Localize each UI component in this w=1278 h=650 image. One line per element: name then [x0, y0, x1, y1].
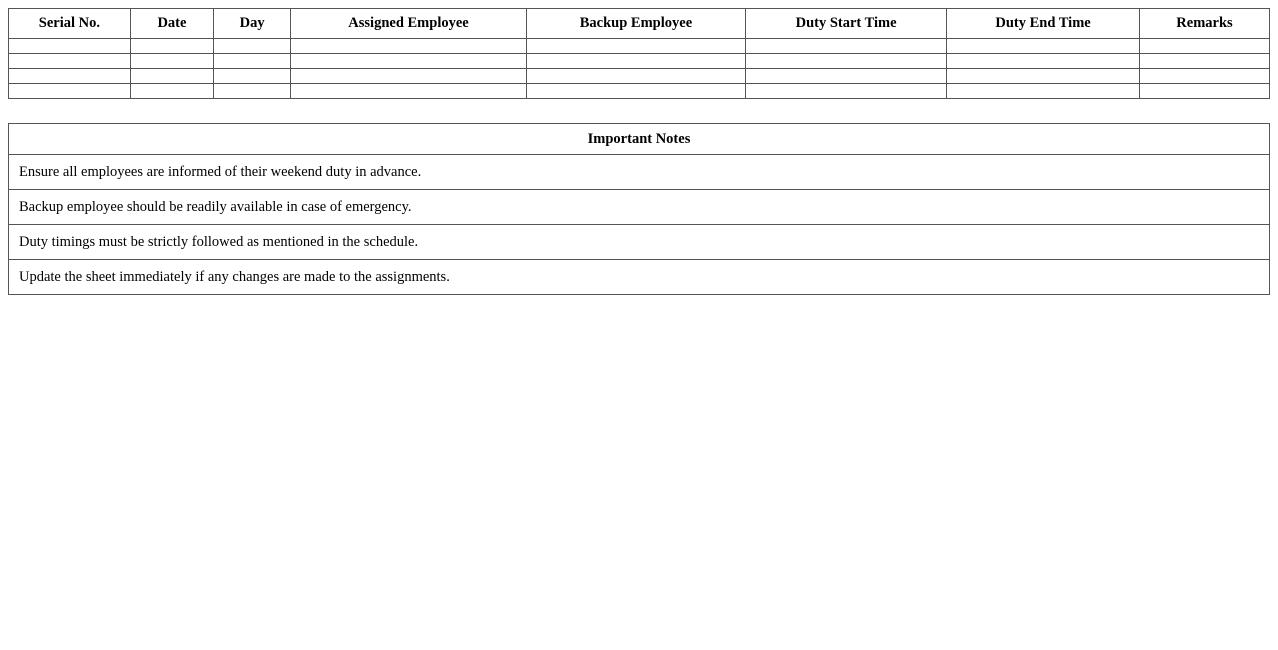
- cell-duty-end-time[interactable]: [947, 84, 1140, 99]
- cell-remarks[interactable]: [1140, 39, 1270, 54]
- table-row[interactable]: [9, 39, 1270, 54]
- cell-remarks[interactable]: [1140, 54, 1270, 69]
- list-item: [9, 225, 1270, 260]
- cell-assigned-employee[interactable]: [291, 69, 527, 84]
- cell-remarks[interactable]: [1140, 84, 1270, 99]
- column-header-remarks: Remarks: [1140, 9, 1270, 39]
- cell-duty-end-time[interactable]: [947, 54, 1140, 69]
- cell-date[interactable]: [130, 84, 213, 99]
- cell-duty-start-time[interactable]: [746, 84, 947, 99]
- cell-duty-start-time[interactable]: [746, 39, 947, 54]
- column-header-duty-start-time: Duty Start Time: [746, 9, 947, 39]
- cell-duty-end-time[interactable]: [947, 39, 1140, 54]
- cell-backup-employee[interactable]: [526, 69, 745, 84]
- cell-serial-no[interactable]: [9, 84, 131, 99]
- table-row[interactable]: [9, 69, 1270, 84]
- notes-table-header: [9, 124, 1270, 155]
- cell-serial-no[interactable]: [9, 69, 131, 84]
- important-notes-table: [8, 123, 1270, 295]
- cell-duty-end-time[interactable]: [947, 69, 1140, 84]
- cell-serial-no[interactable]: [9, 54, 131, 69]
- cell-duty-start-time[interactable]: [746, 54, 947, 69]
- list-item: [9, 190, 1270, 225]
- cell-duty-start-time[interactable]: [746, 69, 947, 84]
- column-header-day: Day: [214, 9, 291, 39]
- note-text: Update the sheet immediately if any changes are made to the assignments.: [9, 260, 1270, 295]
- table-header-row: [9, 9, 1270, 39]
- notes-table-body: [9, 155, 1270, 295]
- note-text: Duty timings must be strictly followed as mentioned in the schedule.: [9, 225, 1270, 260]
- column-header-date: Date: [130, 9, 213, 39]
- cell-backup-employee[interactable]: [526, 54, 745, 69]
- weekend-duty-schedule-table: [8, 8, 1270, 99]
- column-header-duty-end-time: Duty End Time: [947, 9, 1140, 39]
- cell-day[interactable]: [214, 39, 291, 54]
- cell-backup-employee[interactable]: [526, 84, 745, 99]
- cell-day[interactable]: [214, 69, 291, 84]
- cell-remarks[interactable]: [1140, 69, 1270, 84]
- column-header-assigned-employee: Assigned Employee: [291, 9, 527, 39]
- cell-date[interactable]: [130, 69, 213, 84]
- cell-assigned-employee[interactable]: [291, 84, 527, 99]
- document-page: [0, 0, 1278, 295]
- cell-date[interactable]: [130, 39, 213, 54]
- notes-title: Important Notes: [9, 124, 1270, 155]
- schedule-table-body: [9, 39, 1270, 99]
- cell-day[interactable]: [214, 84, 291, 99]
- table-row[interactable]: [9, 84, 1270, 99]
- column-header-serial-no: Serial No.: [9, 9, 131, 39]
- cell-assigned-employee[interactable]: [291, 39, 527, 54]
- schedule-table-header: [9, 9, 1270, 39]
- list-item: [9, 155, 1270, 190]
- cell-serial-no[interactable]: [9, 39, 131, 54]
- table-row[interactable]: [9, 54, 1270, 69]
- list-item: [9, 260, 1270, 295]
- notes-header-row: [9, 124, 1270, 155]
- cell-date[interactable]: [130, 54, 213, 69]
- column-header-backup-employee: Backup Employee: [526, 9, 745, 39]
- note-text: Ensure all employees are informed of their weekend duty in advance.: [9, 155, 1270, 190]
- note-text: Backup employee should be readily available in case of emergency.: [9, 190, 1270, 225]
- cell-assigned-employee[interactable]: [291, 54, 527, 69]
- cell-backup-employee[interactable]: [526, 39, 745, 54]
- cell-day[interactable]: [214, 54, 291, 69]
